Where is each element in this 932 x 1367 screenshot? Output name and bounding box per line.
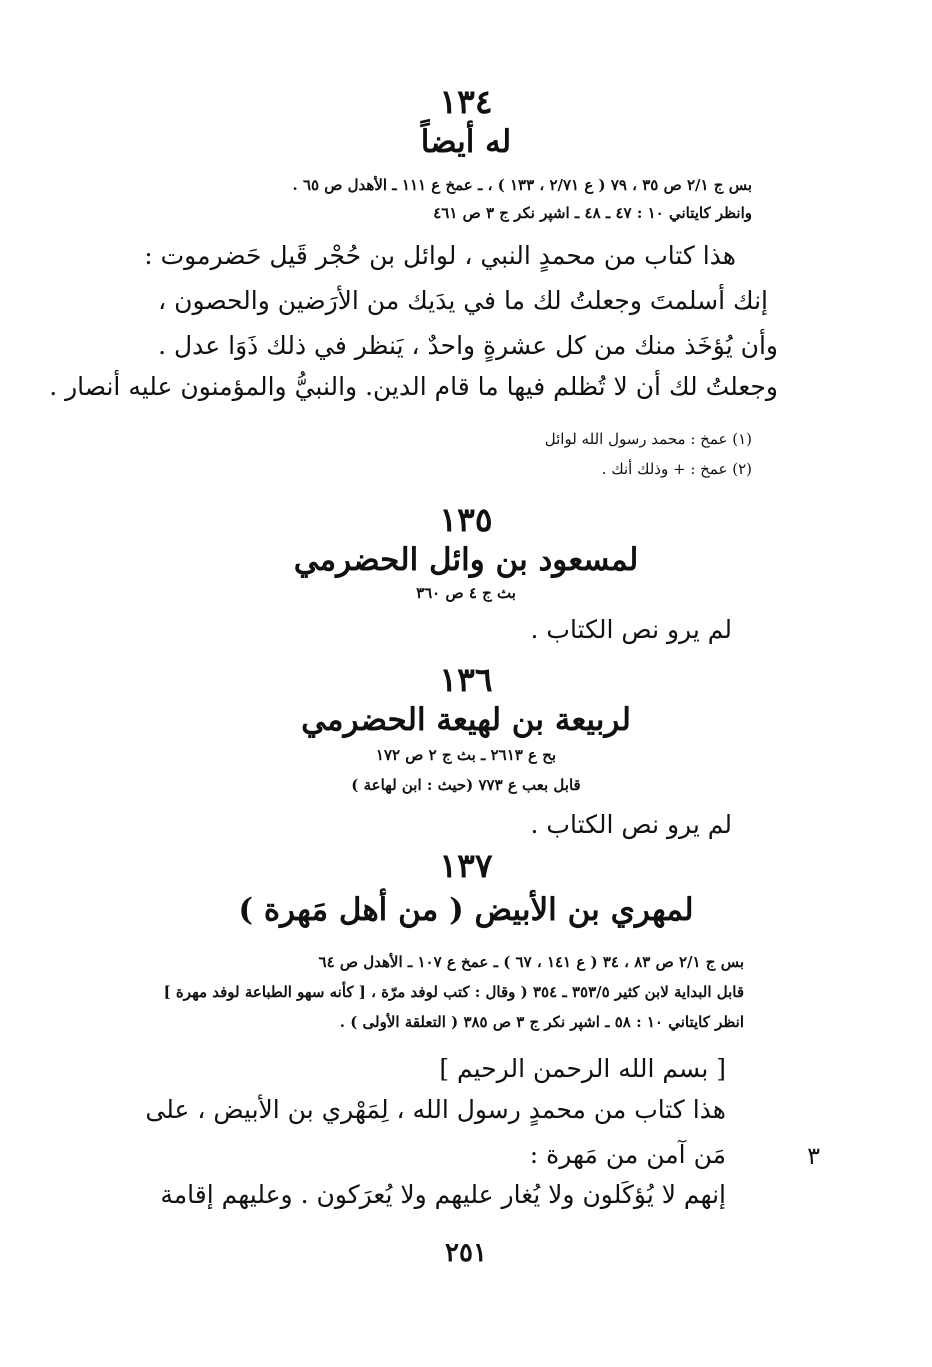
entry-title: له أيضاً [420,124,512,160]
reference-line: بس ج ٢/١ ص ٨٣ ، ٣٤ ( ع ١٤١ ، ٦٧ ) ـ عمخ ع ١٠٧ ـ الأهدل ص ٦٤ [318,953,744,971]
reference-line: بح ع ٢٦١٣ ـ بث ج ٢ ص ١٧٢ [375,746,557,764]
footnote: (٢) عمخ : + وذلك أنك . [601,460,752,478]
reference-line: بث ج ٤ ص ٣٦٠ [416,584,516,602]
entry-number: ١٣٤ [439,82,493,121]
entry-number: ١٣٧ [439,846,493,885]
text-line: هذا كتاب من محمدٍ النبي ، لوائل بن حُجْر قَيل حَضرموت : [144,241,736,270]
text-line: مَن آمن من مَهرة : [529,1140,726,1169]
text-line: لم يرو نص الكتاب . [530,810,732,839]
reference-line: وانظر كايتاني ١٠ : ٤٧ ـ ٤٨ ـ اشپر نكر ج ٣ ص ٤٦١ [433,204,752,222]
entry-number: ١٣٦ [439,660,493,699]
text-line: إنهم لا يُؤكَلون ولا يُغار عليهم ولا يُعرَكون . وعليهم إقامة [160,1180,726,1209]
reference-line: قابل بعب ع ٧٧٣ (حيث : ابن لهاعة ) [351,776,581,794]
text-line: هذا كتاب من محمدٍ رسول الله ، لِمَهْري بن الأبيض ، على [145,1095,726,1124]
reference-line: قابل البداية لابن كثير ٣٥٣/٥ ـ ٣٥٤ ( وقال : كتب لوفد مرّة ، [ كأنه سهو الطباعة لوفد مهرة ] [163,983,744,1001]
entry-title: لمهري بن الأبيض ( من أهل مَهرة ) [238,892,694,928]
text-line: [ بسم الله الرحمن الرحيم ] [439,1054,726,1083]
text-line: لم يرو نص الكتاب . [530,615,732,644]
reference-line: بس ج ٢/١ ص ٣٥ ، ٧٩ ( ع ٢/٧١ ، ١٣٣ ) ، ـ عمخ ع ١١١ ـ الأهدل ص ٦٥ . [292,176,752,194]
entry-title: لمسعود بن وائل الحضرمي [293,542,639,578]
text-line: وأن يُؤخَذ منك من كل عشرةٍ واحدٌ ، يَنظر في ذلك ذَوَا عدل . [158,331,778,360]
text-line: إنك أسلمتَ وجعلتُ لك ما في يدَيك من الأرَضين والحصون ، [158,286,768,315]
text-line: وجعلتُ لك أن لا تُظلم فيها ما قام الدين. والنبيُّ والمؤمنون عليه أنصار . [49,372,778,401]
reference-line: انظر كايتاني ١٠ : ٥٨ ـ اشپر نكر ج ٣ ص ٣٨٥ ( التعلقة الأولى ) . [339,1013,744,1031]
entry-title: لربيعة بن لهيعة الحضرمي [301,702,631,738]
entry-number: ١٣٥ [439,500,493,539]
page-number: ٢٥١ [445,1238,487,1268]
line-marker: ٣ [807,1142,820,1170]
footnote: (١) عمخ : محمد رسول الله لوائل [544,430,752,448]
